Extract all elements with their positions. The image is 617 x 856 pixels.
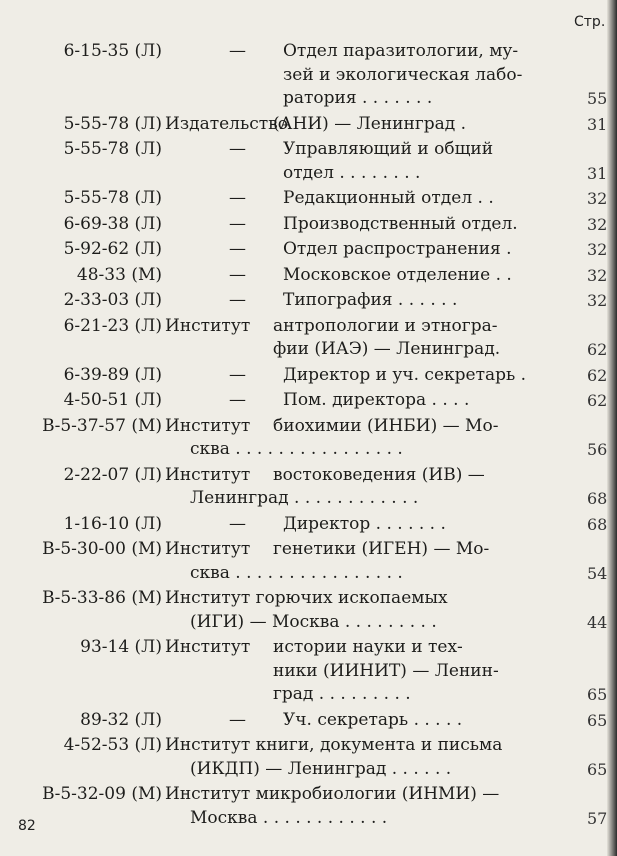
entry-text-line: ратория . . . . . . . — [283, 88, 433, 108]
entry-text-line: Уч. секретарь . . . . . — [283, 709, 463, 730]
page-reference: 31 — [587, 114, 608, 134]
entry-text-line: востоковедения (ИВ) — — [273, 464, 485, 485]
directory-entry — [0, 187, 617, 211]
directory-entry — [0, 464, 617, 511]
phone-code: 5-55-78 (Л) — [63, 139, 162, 159]
page-reference: 57 — [587, 808, 608, 828]
directory-entry — [0, 40, 617, 111]
entry-lead-text: Институт — [165, 415, 251, 436]
directory-list — [0, 40, 617, 832]
phone-code: 2-33-03 (Л) — [63, 290, 162, 310]
page-reference: 68 — [587, 489, 608, 508]
entry-text-line: град . . . . . . . . . — [273, 684, 411, 704]
ditto-dash: — — [229, 390, 246, 410]
page-reference: 44 — [587, 612, 608, 632]
entry-lead-text: Институт — [165, 637, 251, 657]
directory-entry — [0, 636, 617, 707]
directory-entry — [0, 138, 617, 185]
page-reference: 68 — [587, 514, 608, 534]
entry-continuation-line: Ленинград . . . . . . . . . . . . — [190, 488, 419, 508]
directory-entry — [0, 587, 617, 634]
entry-lead-text: Издательство — [165, 113, 288, 134]
entry-text-line: фии (ИАЭ) — Ленинград. — [273, 339, 501, 359]
entry-lead-text: Институт горючих ископаемых — [165, 588, 448, 608]
ditto-dash: — — [229, 239, 246, 259]
entry-text-line: Московское отделение . . — [283, 264, 512, 285]
entry-text-line: зей и экологическая лабо- — [283, 64, 523, 85]
ditto-dash: — — [229, 364, 246, 385]
entry-text-line: Редакционный отдел . . — [283, 188, 494, 208]
phone-code: 48-33 (М) — [76, 264, 162, 285]
phone-code: В-5-32-09 (М) — [42, 784, 162, 804]
phone-code: 93-14 (Л) — [80, 637, 162, 657]
phone-code: 6-39-89 (Л) — [63, 364, 162, 385]
directory-entry — [0, 538, 617, 585]
directory-entry — [0, 289, 617, 313]
page-reference: 32 — [587, 214, 608, 234]
entry-text-line: генетики (ИГЕН) — Мо- — [273, 539, 490, 559]
entry-text-line: Директор и уч. секретарь . — [283, 364, 527, 385]
phone-code: 5-92-62 (Л) — [63, 239, 162, 259]
phone-code: 5-55-78 (Л) — [63, 188, 162, 208]
phone-code: 5-55-78 (Л) — [63, 113, 162, 134]
page-reference: 31 — [587, 163, 608, 183]
page-reference: 62 — [587, 365, 608, 385]
phone-code: 6-21-23 (Л) — [63, 315, 162, 336]
directory-entry — [0, 709, 617, 733]
entry-text-line: Производственный отдел. — [283, 213, 518, 234]
phone-code: 4-52-53 (Л) — [63, 735, 162, 755]
page-reference: 32 — [587, 189, 608, 208]
directory-entry — [0, 734, 617, 781]
directory-entry — [0, 783, 617, 830]
entry-text-line: ники (ИИНИТ) — Ленин- — [273, 660, 499, 681]
ditto-dash: — — [229, 213, 246, 234]
page-column-header: Стр. — [574, 14, 606, 30]
ditto-dash: — — [229, 709, 246, 730]
entry-text-line: Отдел паразитологии, му- — [283, 41, 519, 61]
directory-entry — [0, 513, 617, 537]
page-reference: 62 — [587, 391, 608, 410]
phone-code: 4-50-51 (Л) — [63, 390, 162, 410]
entry-text-line: (АНИ) — Ленинград . — [273, 113, 467, 134]
ditto-dash: — — [229, 290, 246, 310]
entry-continuation-line: (ИКДП) — Ленинград . . . . . . — [190, 758, 452, 779]
page-reference: 62 — [587, 340, 608, 359]
directory-entry — [0, 415, 617, 462]
directory-entry — [0, 364, 617, 388]
entry-lead-text: Институт — [165, 315, 251, 336]
entry-continuation-line: Москва . . . . . . . . . . . . — [190, 807, 388, 828]
ditto-dash: — — [229, 139, 246, 159]
page-reference: 56 — [587, 440, 608, 459]
phone-code: 6-15-35 (Л) — [63, 41, 162, 61]
directory-entry — [0, 389, 617, 413]
ditto-dash: — — [229, 513, 246, 534]
phone-code: 1-16-10 (Л) — [63, 513, 162, 534]
directory-entry — [0, 264, 617, 288]
phone-code: В-5-33-86 (М) — [42, 588, 162, 608]
page-reference: 32 — [587, 240, 608, 259]
page-reference: 65 — [587, 685, 608, 704]
phone-code: 89-32 (Л) — [80, 709, 162, 730]
entry-continuation-line: (ИГИ) — Москва . . . . . . . . . — [190, 611, 437, 632]
entry-lead-text: Институт книги, документа и письма — [165, 735, 503, 755]
directory-entry — [0, 213, 617, 237]
page-reference: 65 — [587, 710, 608, 730]
entry-lead-text: Институт — [165, 539, 251, 559]
entry-continuation-line: сква . . . . . . . . . . . . . . . . — [190, 562, 403, 583]
entry-text-line: антропологии и этногра- — [273, 315, 498, 336]
entry-text-line: отдел . . . . . . . . — [283, 162, 421, 183]
entry-text-line: Типография . . . . . . — [283, 290, 458, 310]
entry-text-line: биохимии (ИНБИ) — Мо- — [273, 415, 499, 436]
entry-text-line: истории науки и тех- — [273, 637, 463, 657]
entry-text-line: Пом. директора . . . . — [283, 390, 470, 410]
entry-text-line: Директор . . . . . . . — [283, 513, 446, 534]
ditto-dash: — — [229, 41, 246, 61]
page-reference: 65 — [587, 759, 608, 779]
page-number: 82 — [18, 818, 36, 834]
entry-continuation-line: сква . . . . . . . . . . . . . . . . — [190, 439, 403, 459]
phone-code: 6-69-38 (Л) — [63, 213, 162, 234]
ditto-dash: — — [229, 188, 246, 208]
directory-entry — [0, 113, 617, 137]
entry-text-line: Управляющий и общий — [283, 139, 494, 159]
page-reference: 32 — [587, 265, 608, 285]
ditto-dash: — — [229, 264, 246, 285]
directory-entry — [0, 315, 617, 362]
page-reference: 32 — [587, 291, 608, 310]
entry-lead-text: Институт — [165, 464, 251, 485]
entry-lead-text: Институт микробиологии (ИНМИ) — — [165, 784, 500, 804]
entry-text-line: Отдел распространения . — [283, 239, 512, 259]
phone-code: 2-22-07 (Л) — [63, 464, 162, 485]
page-reference: 55 — [587, 89, 608, 108]
page-reference: 54 — [587, 563, 608, 583]
phone-code: В-5-37-57 (М) — [42, 415, 162, 436]
directory-entry — [0, 238, 617, 262]
phone-code: В-5-30-00 (М) — [42, 539, 162, 559]
